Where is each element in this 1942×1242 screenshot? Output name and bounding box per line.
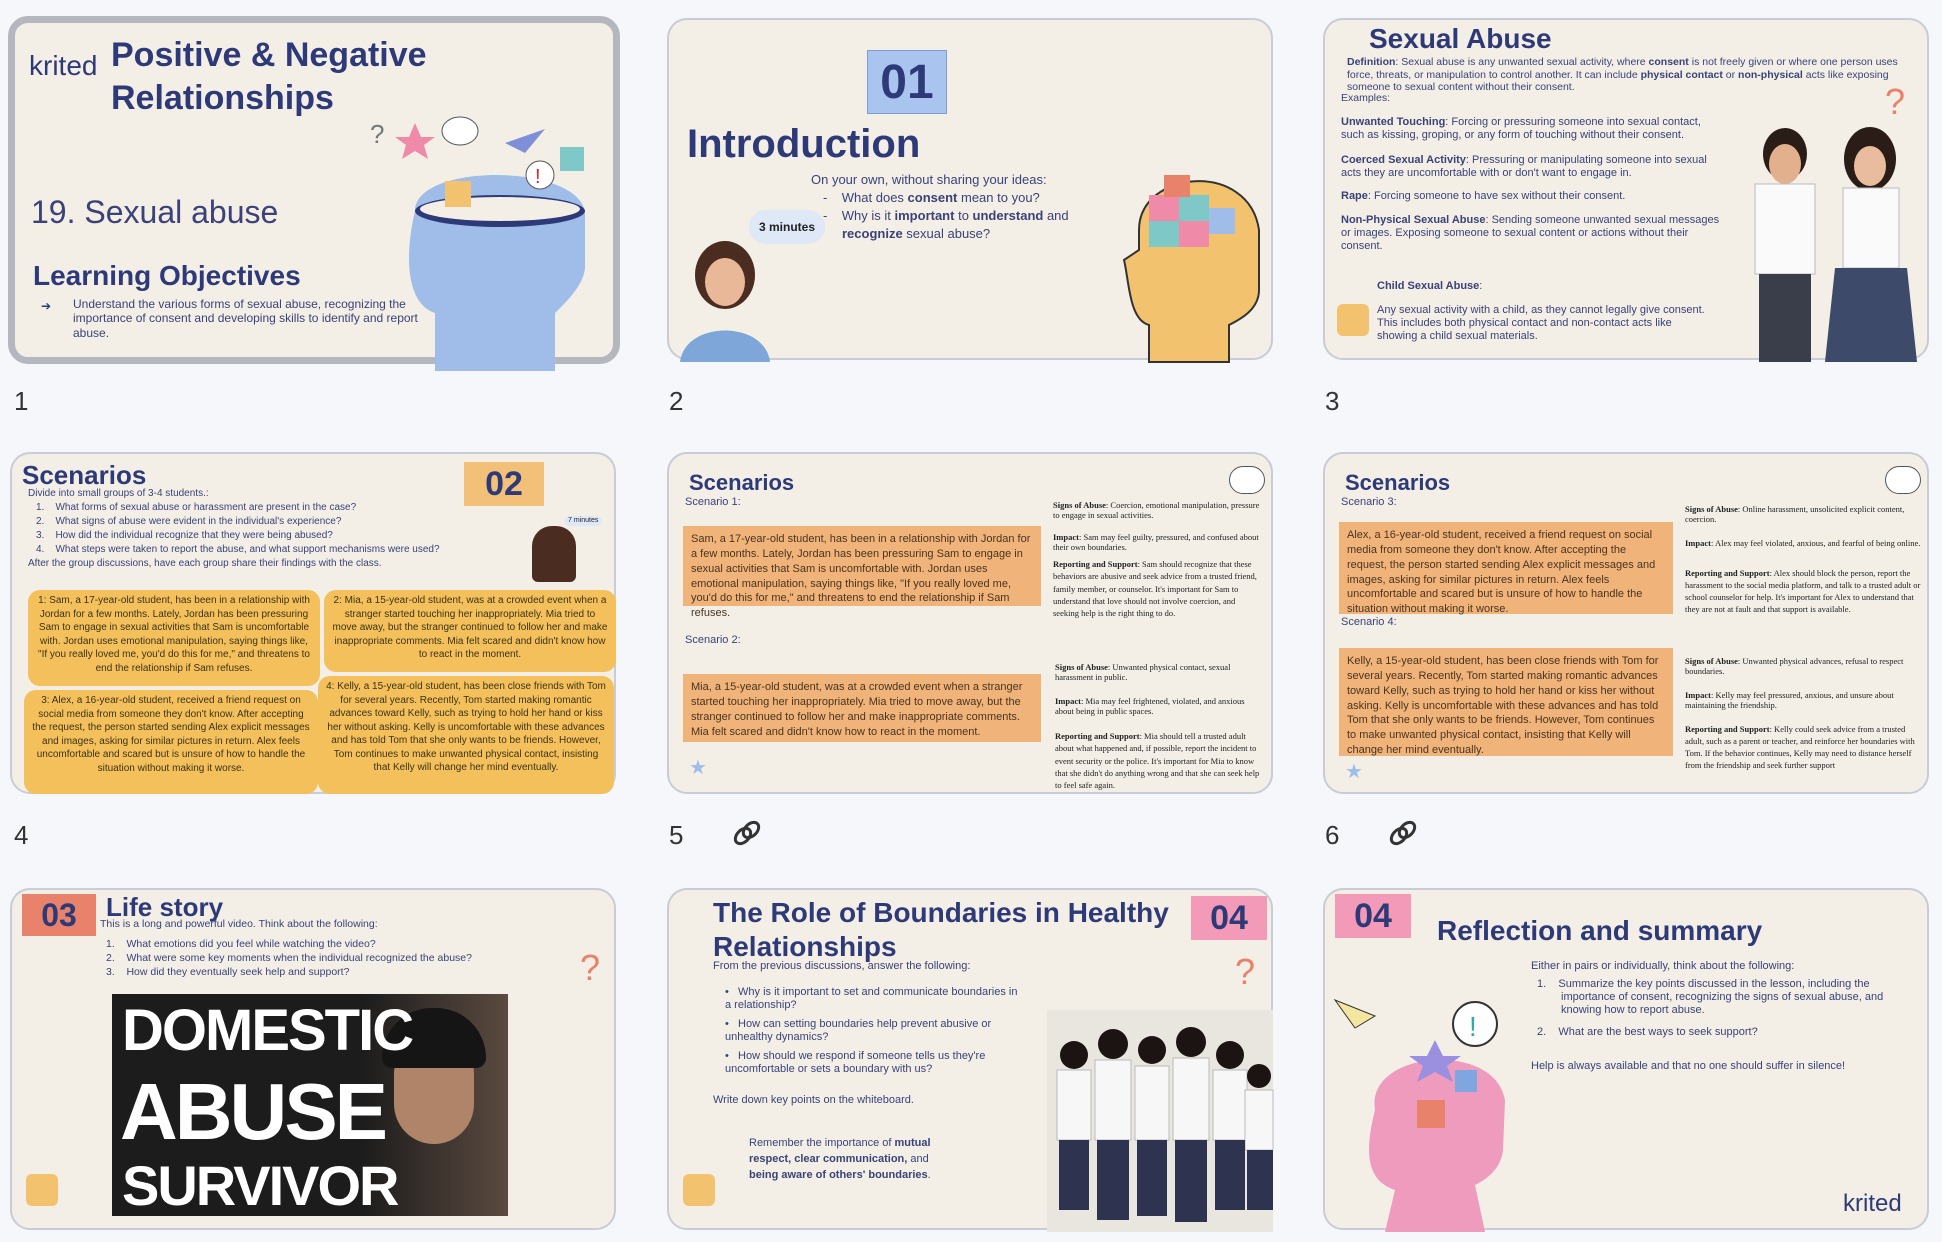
question-1: 1. Summarize the key points discussed in the lesson, including the importance of consent, recognizing the signs of sexual abuse, and knowing how to report abuse.: [1537, 978, 1884, 1017]
intro-text: This is a long and powerful video. Think about the following:: [100, 918, 378, 930]
logo: krited: [1843, 1190, 1902, 1217]
question-3: 3. How did the individual recognize that they were being abused?: [36, 530, 333, 541]
reminder-text: Remember the importance of mutual respect, clear communication, and being aware of others' boundaries.: [749, 1137, 931, 1181]
slide-thumbnail-1[interactable]: [8, 16, 620, 364]
timer-cloud: 3 minutes: [749, 210, 825, 244]
timer-cloud: 7 minutes: [564, 516, 602, 526]
outro-text: Help is always available and that no one should suffer in silence!: [1531, 1060, 1846, 1072]
scenario-1-text[interactable]: Sam, a 17-year-old student, has been in a relationship with Jordan for a few months. Lately, Jordan has been pressuring Sam to engage in sexual activities that Sam is uncomfortable with. Jordan uses emotional manipulation, saying things like, "If you really loved me, you'd do this for me," and threatens to end the relationship if Sam refuses.: [683, 526, 1041, 606]
video-title-line3: SURVIVOR: [122, 1154, 398, 1217]
intro-text: Either in pairs or individually, think about the following:: [1531, 960, 1795, 972]
slide-title: Scenarios: [22, 460, 147, 490]
section-badge: 03: [22, 894, 96, 936]
question-2-cont: recognize sexual abuse?: [842, 226, 991, 241]
question-2: 2. What are the best ways to seek support?: [1537, 1026, 1758, 1038]
puzzle-piece-icon: [683, 1174, 715, 1206]
objective-text: Understand the various forms of sexual abuse, recognizing the importance of consent and developing skills to identify and report abuse.: [73, 297, 418, 340]
video-title-line1: DOMESTIC: [122, 998, 413, 1063]
question-2: - Why is it important to understand and: [823, 208, 1069, 223]
slide-number-5: 5: [669, 820, 684, 850]
question-3: • How should we respond if someone tells us they're uncomfortable or sets a boundary with us?: [725, 1050, 986, 1076]
section-badge: 04: [1191, 896, 1267, 940]
slide-thumbnail-7[interactable]: [10, 888, 616, 1230]
answer-3-reporting: Reporting and Support: Alex should block the person, report the harassment to the social media platform, and talk to a trusted adult or school counselor for help. It's important for Alex to understand that they are not at fault and that support is available.: [1685, 568, 1921, 614]
slide-number-1: 1: [14, 386, 29, 416]
outro-text: After the group discussions, have each group share their findings with the class.: [28, 558, 382, 569]
scenario-4-text[interactable]: Kelly, a 15-year-old student, has been close friends with Tom for several years. Recently, Tom started making romantic advances toward Kelly, such as trying to hold her hand or kiss her without asking. Kelly is uncomfortable with these advances and has told Tom that she only wants to be friends. However, Tom continues to make unwanted physical contact, insisting that Kelly will change her mind eventually.: [1339, 648, 1673, 756]
scenario-2-label: Scenario 2:: [685, 634, 741, 646]
logo: krited: [29, 50, 98, 81]
thinking-girl-image: [532, 526, 576, 582]
pink-head-illustration: [1325, 980, 1555, 1232]
question-3: 3. How did they eventually seek help and support?: [106, 966, 350, 978]
question-1: • Why is it important to set and communicate boundaries in a relationship?: [725, 986, 1018, 1012]
slide-title: Positive & Negative: [111, 36, 427, 74]
examples-label: Examples:: [1341, 92, 1391, 104]
svg-text:!: !: [535, 166, 541, 188]
slide-thumbnail-6[interactable]: [1323, 452, 1929, 794]
slide-thumbnail-4[interactable]: [10, 452, 616, 794]
head-illustration: [370, 103, 615, 371]
link-icon[interactable]: [730, 816, 764, 850]
question-mark-icon: ?: [580, 947, 601, 988]
puzzle-head-illustration: [1109, 150, 1269, 362]
scenario-3-label: Scenario 3:: [1341, 496, 1397, 508]
answer-4-reporting: Reporting and Support: Kelly could seek advice from a trusted adult, such as a parent or teacher, and reinforce her boundaries with Tom. If the behavior continues, Kelly may need to distance herself from the friendship and seek further support: [1685, 724, 1915, 770]
slide-title: Sexual Abuse: [1369, 23, 1552, 54]
slide-thumbnail-9[interactable]: [1323, 888, 1929, 1230]
slide-number-4: 4: [14, 820, 29, 850]
section-badge: 02: [464, 462, 544, 506]
whiteboard-text: Write down key points on the whiteboard.: [713, 1094, 914, 1106]
link-icon[interactable]: [1386, 816, 1420, 850]
cloud-icon: [1229, 466, 1265, 494]
definition-text: Definition: Sexual abuse is any unwanted sexual activity, where consent is not freely given or where one person uses force, threats, or manipulation to control another. It can include physical contact or non-physical acts like exposing someone to sexual content without their consent.: [1347, 56, 1898, 94]
scenario-1-label: Scenario 1:: [685, 496, 741, 508]
answer-3-signs: Signs of Abuse: Online harassment, unsolicited explicit content, coercion.: [1685, 504, 1905, 525]
answer-2-signs: Signs of Abuse: Unwanted physical contact, sexual harassment in public.: [1055, 662, 1231, 683]
slide-title-line2: Relationships: [111, 79, 334, 117]
question-1: - What does consent mean to you?: [823, 190, 1040, 205]
intro-text: From the previous discussions, answer the following:: [713, 960, 971, 972]
answer-1-reporting: Reporting and Support: Sam should recognize that these behaviors are abusive and seek advice from a trusted friend, family member, or counselor. It's important for Sam to understand that love should not involve coercion, and seeking help is the right thing to do.: [1053, 559, 1257, 619]
answer-3-impact: Impact: Alex may feel violated, anxious, and fearful of being online.: [1685, 538, 1921, 548]
scenario-card-3[interactable]: 3: Alex, a 16-year-old student, received a friend request on social media from someone they don't know. After accepting the request, the person started sending Alex explicit messages and images, asking for similar pictures in return. Alex feels uncomfortable and scared but is unsure of how to handle the situation without making it worse.: [24, 690, 318, 794]
example-1: Unwanted Touching: Forcing or pressuring someone into sexual contact, such as kissing, groping, or any form of touching without their consent.: [1341, 116, 1701, 142]
example-5: Any sexual activity with a child, as they cannot legally give consent. This includes both physical contact and non-contact acts like showing a child sexual materials.: [1377, 304, 1705, 343]
section-heading: Learning Objectives: [33, 260, 301, 291]
scenario-3-text[interactable]: Alex, a 16-year-old student, received a friend request on social media from someone they don't know. After accepting the request, the person started sending Alex explicit messages and images, asking for similar pictures in return. Alex feels uncomfortable and scared but is unsure of how to handle the situation without making it worse.: [1339, 522, 1673, 614]
svg-text:!: !: [1469, 1011, 1477, 1042]
example-5-label: Child Sexual Abuse:: [1377, 280, 1483, 292]
example-2: Coerced Sexual Activity: Pressuring or manipulating someone into sexual acts they are uncomfortable with or don't want to engage in.: [1341, 154, 1707, 180]
answer-1-impact: Impact: Sam may feel guilty, pressured, and confused about their own boundaries.: [1053, 532, 1259, 553]
puzzle-piece-icon: [1337, 304, 1369, 336]
slide-title: Scenarios: [689, 470, 795, 495]
arrow-icon: ➔: [41, 299, 52, 313]
answer-4-signs: Signs of Abuse: Unwanted physical advances, refusal to respect boundaries.: [1685, 656, 1904, 677]
video-thumbnail[interactable]: [112, 994, 508, 1216]
thinking-girl-image: [675, 230, 775, 362]
slide-thumbnail-3[interactable]: [1323, 18, 1929, 360]
scenario-card-2[interactable]: 2: Mia, a 15-year-old student, was at a crowded event when a stranger started touching her inappropriately. Mia tried to move away, but the stranger continued to follow her and make inappropriate comments. Mia felt scared and didn't know how to react in the moment.: [324, 590, 616, 672]
slide-title: The Role of Boundaries in Healthy: [713, 897, 1169, 928]
question-2: • How can setting boundaries help prevent abusive or unhealthy dynamics?: [725, 1018, 992, 1044]
scenario-card-4[interactable]: 4: Kelly, a 15-year-old student, has been close friends with Tom for several years. Recently, Tom started making romantic advances toward Kelly, such as trying to hold her hand or kiss her without asking. Kelly is uncomfortable with these advances and has told Tom that she only wants to be friends. However, Tom continues to make unwanted physical contact, insisting that Kelly will change her mind eventually.: [318, 676, 614, 794]
question-4: 4. What steps were taken to report the abuse, and what support mechanisms were used?: [36, 544, 440, 555]
section-badge: 01: [867, 50, 947, 114]
scenario-card-1[interactable]: 1: Sam, a 17-year-old student, has been in a relationship with Jordan for a few months. Lately, Jordan has been pressuring Sam to engage in sexual activities that Sam is uncomfortable with. Jordan uses emotional manipulation, saying things like, "If you really loved me, you'd do this for me," and threatens to end the relationship if Sam refuses.: [28, 590, 320, 686]
slide-subtitle: 19. Sexual abuse: [31, 194, 279, 230]
intro-text: On your own, without sharing your ideas:: [811, 172, 1047, 187]
puzzle-piece-icon: [26, 1174, 58, 1206]
star-icon: ★: [1345, 761, 1363, 783]
slide-thumbnail-8[interactable]: [667, 888, 1273, 1230]
question-mark-icon: ?: [1885, 81, 1906, 122]
slide-title-line2: Relationships: [713, 931, 897, 962]
slide-title: Scenarios: [1345, 470, 1451, 495]
slide-thumbnail-5[interactable]: [667, 452, 1273, 794]
intro-text: Divide into small groups of 3-4 students.:: [28, 488, 209, 499]
slide-title: Life story: [106, 892, 224, 922]
students-group-image: [1047, 1010, 1273, 1232]
slide-thumbnail-2[interactable]: [667, 18, 1273, 360]
answer-2-reporting: Reporting and Support: Mia should tell a trusted adult about what happened and, if possible, report the incident to event security or the police. It's important for Mia to know that she didn't do anything wrong and that she can seek help to feel safe again.: [1055, 731, 1260, 791]
answer-4-impact: Impact: Kelly may feel pressured, anxious, and unsure about maintaining the friendship.: [1685, 690, 1894, 711]
slide-number-2: 2: [669, 386, 684, 416]
question-2: 2. What were some key moments when the individual recognized the abuse?: [106, 952, 472, 964]
question-1: 1. What forms of sexual abuse or harassment are present in the case?: [36, 502, 357, 513]
students-image: [1725, 124, 1925, 362]
example-3: Rape: Forcing someone to have sex without their consent.: [1341, 190, 1626, 202]
scenario-4-label: Scenario 4:: [1341, 616, 1397, 628]
example-4: Non-Physical Sexual Abuse: Sending someone unwanted sexual messages or images. Exposing someone to sexual content or actions without their consent.: [1341, 214, 1720, 253]
star-icon: ★: [689, 757, 707, 779]
svg-text:?: ?: [370, 119, 385, 149]
question-2: 2. What signs of abuse were evident in the individual's experience?: [36, 516, 342, 527]
slide-number-3: 3: [1325, 386, 1340, 416]
answer-1-signs: Signs of Abuse: Coercion, emotional manipulation, pressure to engage in sexual activities.: [1053, 500, 1260, 521]
slide-title: Reflection and summary: [1437, 915, 1763, 946]
slide-title: Introduction: [687, 122, 921, 166]
cloud-icon: [1885, 466, 1921, 494]
slide-number-6: 6: [1325, 820, 1340, 850]
section-badge: 04: [1335, 894, 1411, 938]
question-mark-icon: ?: [1235, 951, 1256, 992]
video-title-line2: ABUSE: [120, 1067, 386, 1156]
scenario-2-text[interactable]: Mia, a 15-year-old student, was at a crowded event when a stranger started touching her inappropriately. Mia tried to move away, but the stranger continued to follow her and make inappropriate comments. Mia felt scared and didn't know how to react in the moment.: [683, 674, 1041, 742]
answer-2-impact: Impact: Mia may feel frightened, violated, and anxious about being in public spaces.: [1055, 696, 1245, 717]
question-1: 1. What emotions did you feel while watching the video?: [106, 938, 376, 950]
